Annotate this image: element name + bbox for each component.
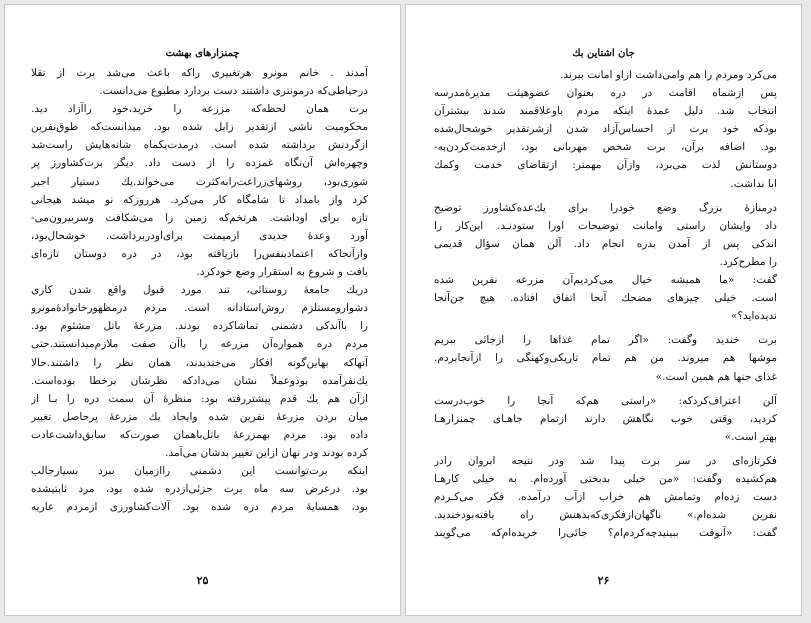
text-line: کرد واز بامداد تا شامگاه کار می‌کرد. هرروزکه نو میشد هیجانی — [31, 193, 368, 206]
text-line: دریك جامعهٔ روستائی، تند مورد قبول واقع شدن کاری — [31, 284, 368, 297]
text-line: گفت: «آنوقت ببینیدچه‌کردم‌ام؟ جائی‌را خریده‌ام‌که می‌گویند — [434, 527, 777, 540]
text-line: را باآندکی دشمنی تماشاکرده بودند. مزرعهٔ باتل مشئوم بود. — [31, 320, 368, 333]
text-line: داد وایشان راستی وامانت توضیحات اورا ستودنـد. این‌کار را — [434, 219, 777, 232]
text-line: ابا نداشت. — [730, 177, 777, 190]
text-line: آورد وعدهٔ جدیدی ازمیمنت برای‌اودربرداشت. خوشحال‌بود، — [31, 229, 368, 242]
text-line: داده بود. مردم بهمزرعهٔ باتل‌باهمان صورت‌که سابق‌داشت‌عادت — [31, 428, 368, 441]
text-line: ندیده‌اید؟» — [730, 310, 777, 323]
text-line: هم‌کشیده وگفت: «من خیلی بدبختی آورده‌ام. به خیلی کارهـا — [434, 472, 777, 485]
text-line: فکرتازه‌ای در سر برت پیدا شد ودر نتیجه ابروان رادر — [434, 454, 777, 467]
left-page — [4, 4, 401, 616]
text-line: موشها هم میروند. من هم تمام تاریکی‌وکهنگی را ازآنجابردم. — [434, 352, 777, 365]
text-line: آلن اعتراف‌کردکه: «راستی هم‌که آنجا را خوب‌درست — [434, 394, 777, 407]
text-line: محکومیت ناشی ازتقدیر زایل شده بود. میدانست‌که طوق‌نفرین — [31, 121, 368, 134]
text-line: کردید، وقتی خوب نگاهش دارند ازتمام جاهـای چمنزارهـا — [434, 412, 777, 425]
text-line: تازه برای اوداشت. هرتخم‌که زمین را می‌شکافت وسربیرون‌می- — [31, 211, 368, 224]
text-line: کرده بودند ودر نهان ازاین تغییر بدشان می‌آمد. — [165, 446, 368, 459]
text-line: آمدند . خانم مونرو هرتغییری راکه باعث می‌شد برت از تقلا — [31, 67, 368, 79]
page-number: ۲۶ — [597, 574, 610, 587]
text-line: آنهاکه بهاین‌گونه افکار می‌خندیدند، همان نظر را داشتند.حالا — [31, 356, 368, 369]
text-line: غذای جنها هم همین است.» — [655, 370, 777, 383]
text-line: میان بردن مزرعهٔ نفرین شده وایجاد یك مزرعهٔ پرحاصل تغییر — [31, 410, 368, 423]
text-line: ازگردنش برداشته شده است. درمدت‌یکماه شانه‌هایش راست‌شد — [31, 139, 368, 152]
text-line: بهتر است.» — [724, 430, 777, 443]
text-line: اینکه برت‌توانست این دشمنی راازمیان ببرد بسیارجالب — [31, 465, 368, 478]
page-body-text — [434, 66, 777, 542]
text-line: پس ازشماه اقامت در دره بعنوان عضوهیئت مدیرهٔ‌مدرسه — [434, 87, 777, 100]
text-line: یك‌نفرآمده بودوعملاً نشان می‌دادکه نظرشان برخطا بوده‌است. — [31, 374, 368, 387]
right-page — [405, 4, 802, 616]
page-body-text — [31, 64, 368, 516]
text-line: درحیاطی‌که درمونتری داشتند دست بردارد مطبوع می‌دانست. — [99, 85, 368, 98]
text-line: شوری‌بود، روشهای‌زراعت‌رابه‌کثرت می‌خواند.یك دستیار اجیر — [31, 175, 368, 188]
text-line: بودکه خود برت از احساس‌آزاد شدن ازشرتقدیر خوشحال‌شده — [434, 123, 777, 136]
text-line: انتخاب شد. دلیل عمدهٔ اینکه مردم باوعلاقمند شدند بیشترآن — [434, 105, 777, 118]
text-line: را مطرح‌کرد. — [719, 255, 777, 268]
text-line: گفت: «ما همیشه خیال می‌کردیم‌آن مزرعه نفرین شده — [434, 274, 777, 287]
text-line: نفرین شده‌ام.» ناگهان‌ازفکری‌که‌بذهنش راه یافته‌بودخندید. — [434, 509, 777, 522]
text-line: می‌کرد ومردم را هم وامی‌داشت ازاو امانت ببرند. — [560, 69, 777, 81]
text-line: یافت و شروع به استقرار وضع خودکرد. — [196, 266, 368, 279]
text-line: وازآنجاکه اعتمادبنفس‌را بازیافته بود، در دره دوستان تازه‌ای — [31, 247, 368, 260]
text-line: برت خندید وگفت: «اگر تمام غذاها را ازجائی ببریم — [434, 334, 777, 347]
text-line: بود، همسایهٔ مردم دره شده بود. آلات‌کشاورزی ازمردم عاریه — [31, 501, 368, 514]
text-line: مردم دره همواره‌آن مزرعه را باآن صفت ملازم‌میدانستند.حتی — [31, 338, 368, 351]
text-line: برت همان لحظه‌که مزرعه را خرید،خود راآزاد دید. — [31, 103, 368, 116]
text-line: دست زده‌ام وتمامش هم خراب ازآب درآمده. فکر می‌کـردم — [434, 491, 777, 504]
running-head: چمنزارهای بهشت — [165, 48, 240, 59]
text-line: درمنازهٔ بزرگ وضع خودرا برای یك‌عده‌کشاورز توضیح — [434, 201, 777, 214]
text-line: ازآن هم یك قدم پیشتررفته بود: منظرهٔ آن سمت دره را بـا از — [31, 392, 368, 405]
text-line: بود. اضافه برآن، برت شخص مهربانی بود، ازخدمت‌کردن‌به- — [434, 141, 777, 154]
text-line: بود. درعرض سه ماه برت جزئی‌ازدره شده بود، مرد ثابتیشده — [31, 483, 368, 496]
page-number: ۲۵ — [196, 574, 209, 587]
text-line: دوستانش لذت می‌برد، وازآن مهمتر: ازتقاضای خدمت وکمك — [434, 159, 777, 172]
text-line: اندکی پس از آمدن بدره انجام داد. آلن همان سؤال قدیمی — [434, 237, 777, 250]
running-head: جان اشتاین بك — [572, 48, 635, 59]
text-line: دشوار‌ومستلزم روش‌استادانه است. مردم درمظهورخانوادهٔ‌مونرو — [31, 302, 368, 315]
text-line: وچهره‌اش آن‌نگاه غمزده را از دست داد. دیگر برت‌کشاورز پر — [31, 157, 368, 170]
text-line: است. خیلی چیزهای مضحك آنجا اتفاق افتاده. هیچ جن‌آنجا — [434, 292, 777, 305]
